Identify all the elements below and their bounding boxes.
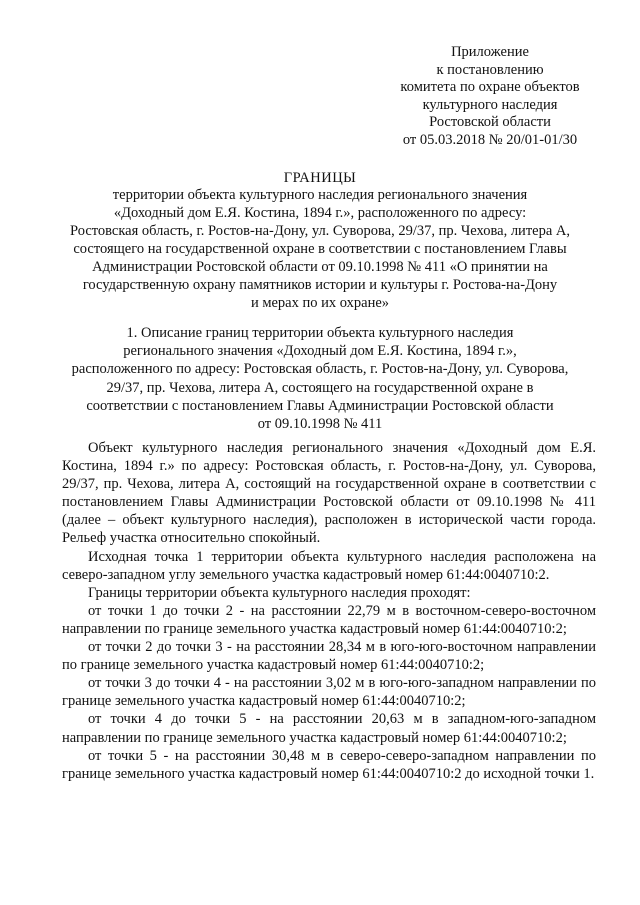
body-paragraph: от точки 4 до точки 5 - на расстоянии 20,63 м в западном-юго-западном направлении по границе земельного участка кадастровый номер 61:44:0040710:2;: [62, 711, 596, 746]
section-heading-line: регионального значения «Доходный дом Е.Я. Костина, 1894 г.»,: [123, 343, 517, 360]
appendix-line: от 05.03.2018 № 20/01-01/30: [402, 131, 578, 148]
appendix-line: Ростовской области: [429, 114, 551, 131]
appendix-line: культурного наследия: [422, 96, 558, 113]
subtitle-line: территории объекта культурного наследия регионального значения: [112, 187, 528, 203]
subtitle-line: состоящего на государственной охране в соответствии с постановлением Главы: [73, 241, 567, 257]
appendix-line: Приложение: [451, 44, 529, 60]
body-paragraph: от точки 3 до точки 4 - на расстоянии 3,02 м в юго-юго-западном направлении по границе земельного участка кадастровый номер 61:44:0040710:2;: [62, 675, 596, 710]
appendix-header: [380, 44, 600, 150]
appendix-line: комитета по охране объектов: [400, 79, 580, 96]
section-heading-line: расположенного по адресу: Ростовская область, г. Ростов-на-Дону, ул. Суворова,: [71, 361, 569, 378]
body-paragraph: от точки 5 - на расстоянии 30,48 м в северо-северо-западном направлении по границе земельного участка кадастровый номер 61:44:0040710:2 до исходной точки 1.: [62, 747, 596, 782]
body-paragraph: Объект культурного наследия регионального значения «Доходный дом Е.Я. Костина, 1894 г.» по адресу: Ростовская область, г. Ростов-на-Дону, ул. Суворова, 29/37, пр. Чехова, литера А, состоящий на государственной охране в соответствии с постановлением Главы Администрации Ростовской области от 09.10.1998 № 411 (далее – объект культурного наследия), расположен в исторической части города. Рельеф участка относительно спокойный.: [62, 440, 596, 547]
subtitle-line: «Доходный дом Е.Я. Костина, 1894 г.», расположенного по адресу:: [113, 205, 527, 221]
subtitle-line: Ростовская область, г. Ростов-на-Дону, ул. Суворова, 29/37, пр. Чехова, литера А,: [70, 223, 570, 239]
body-paragraph: Исходная точка 1 территории объекта культурного наследия расположена на северо-западном углу земельного участка кадастровый номер 61:44:0040710:2.: [62, 548, 596, 583]
document-subtitle: [40, 186, 600, 312]
body-paragraph: от точки 1 до точки 2 - на расстоянии 22,79 м в восточном-северо-восточном направлении по границе земельного участка кадастровый номер 61:44:0040710:2;: [62, 602, 596, 637]
body-paragraph: Границы территории объекта культурного наследия проходят:: [88, 584, 471, 601]
subtitle-line: государственную охрану памятников истории и культуры г. Ростова-на-Дону: [82, 277, 558, 293]
subtitle-line: Администрации Ростовской области от 09.10.1998 № 411 «О принятии на: [92, 259, 548, 275]
subtitle-line: и мерах по их охране»: [250, 295, 390, 311]
appendix-line: к постановлению: [436, 61, 544, 78]
section-heading-line: соответствии с постановлением Главы Администрации Ростовской области: [86, 397, 554, 414]
body-paragraph: от точки 2 до точки 3 - на расстоянии 28,34 м в юго-юго-восточном направлении по границе земельного участка кадастровый номер 61:44:0040710:2;: [62, 639, 596, 674]
section-heading-line: 29/37, пр. Чехова, литера А, состоящего на государственной охране в: [106, 379, 534, 396]
body-text: [62, 439, 596, 783]
document-title: ГРАНИЦЫ: [283, 170, 357, 186]
section-heading-line: от 09.10.1998 № 411: [257, 416, 383, 433]
section-heading-line: 1. Описание границ территории объекта культурного наследия: [126, 325, 514, 341]
section-heading: [40, 324, 600, 433]
